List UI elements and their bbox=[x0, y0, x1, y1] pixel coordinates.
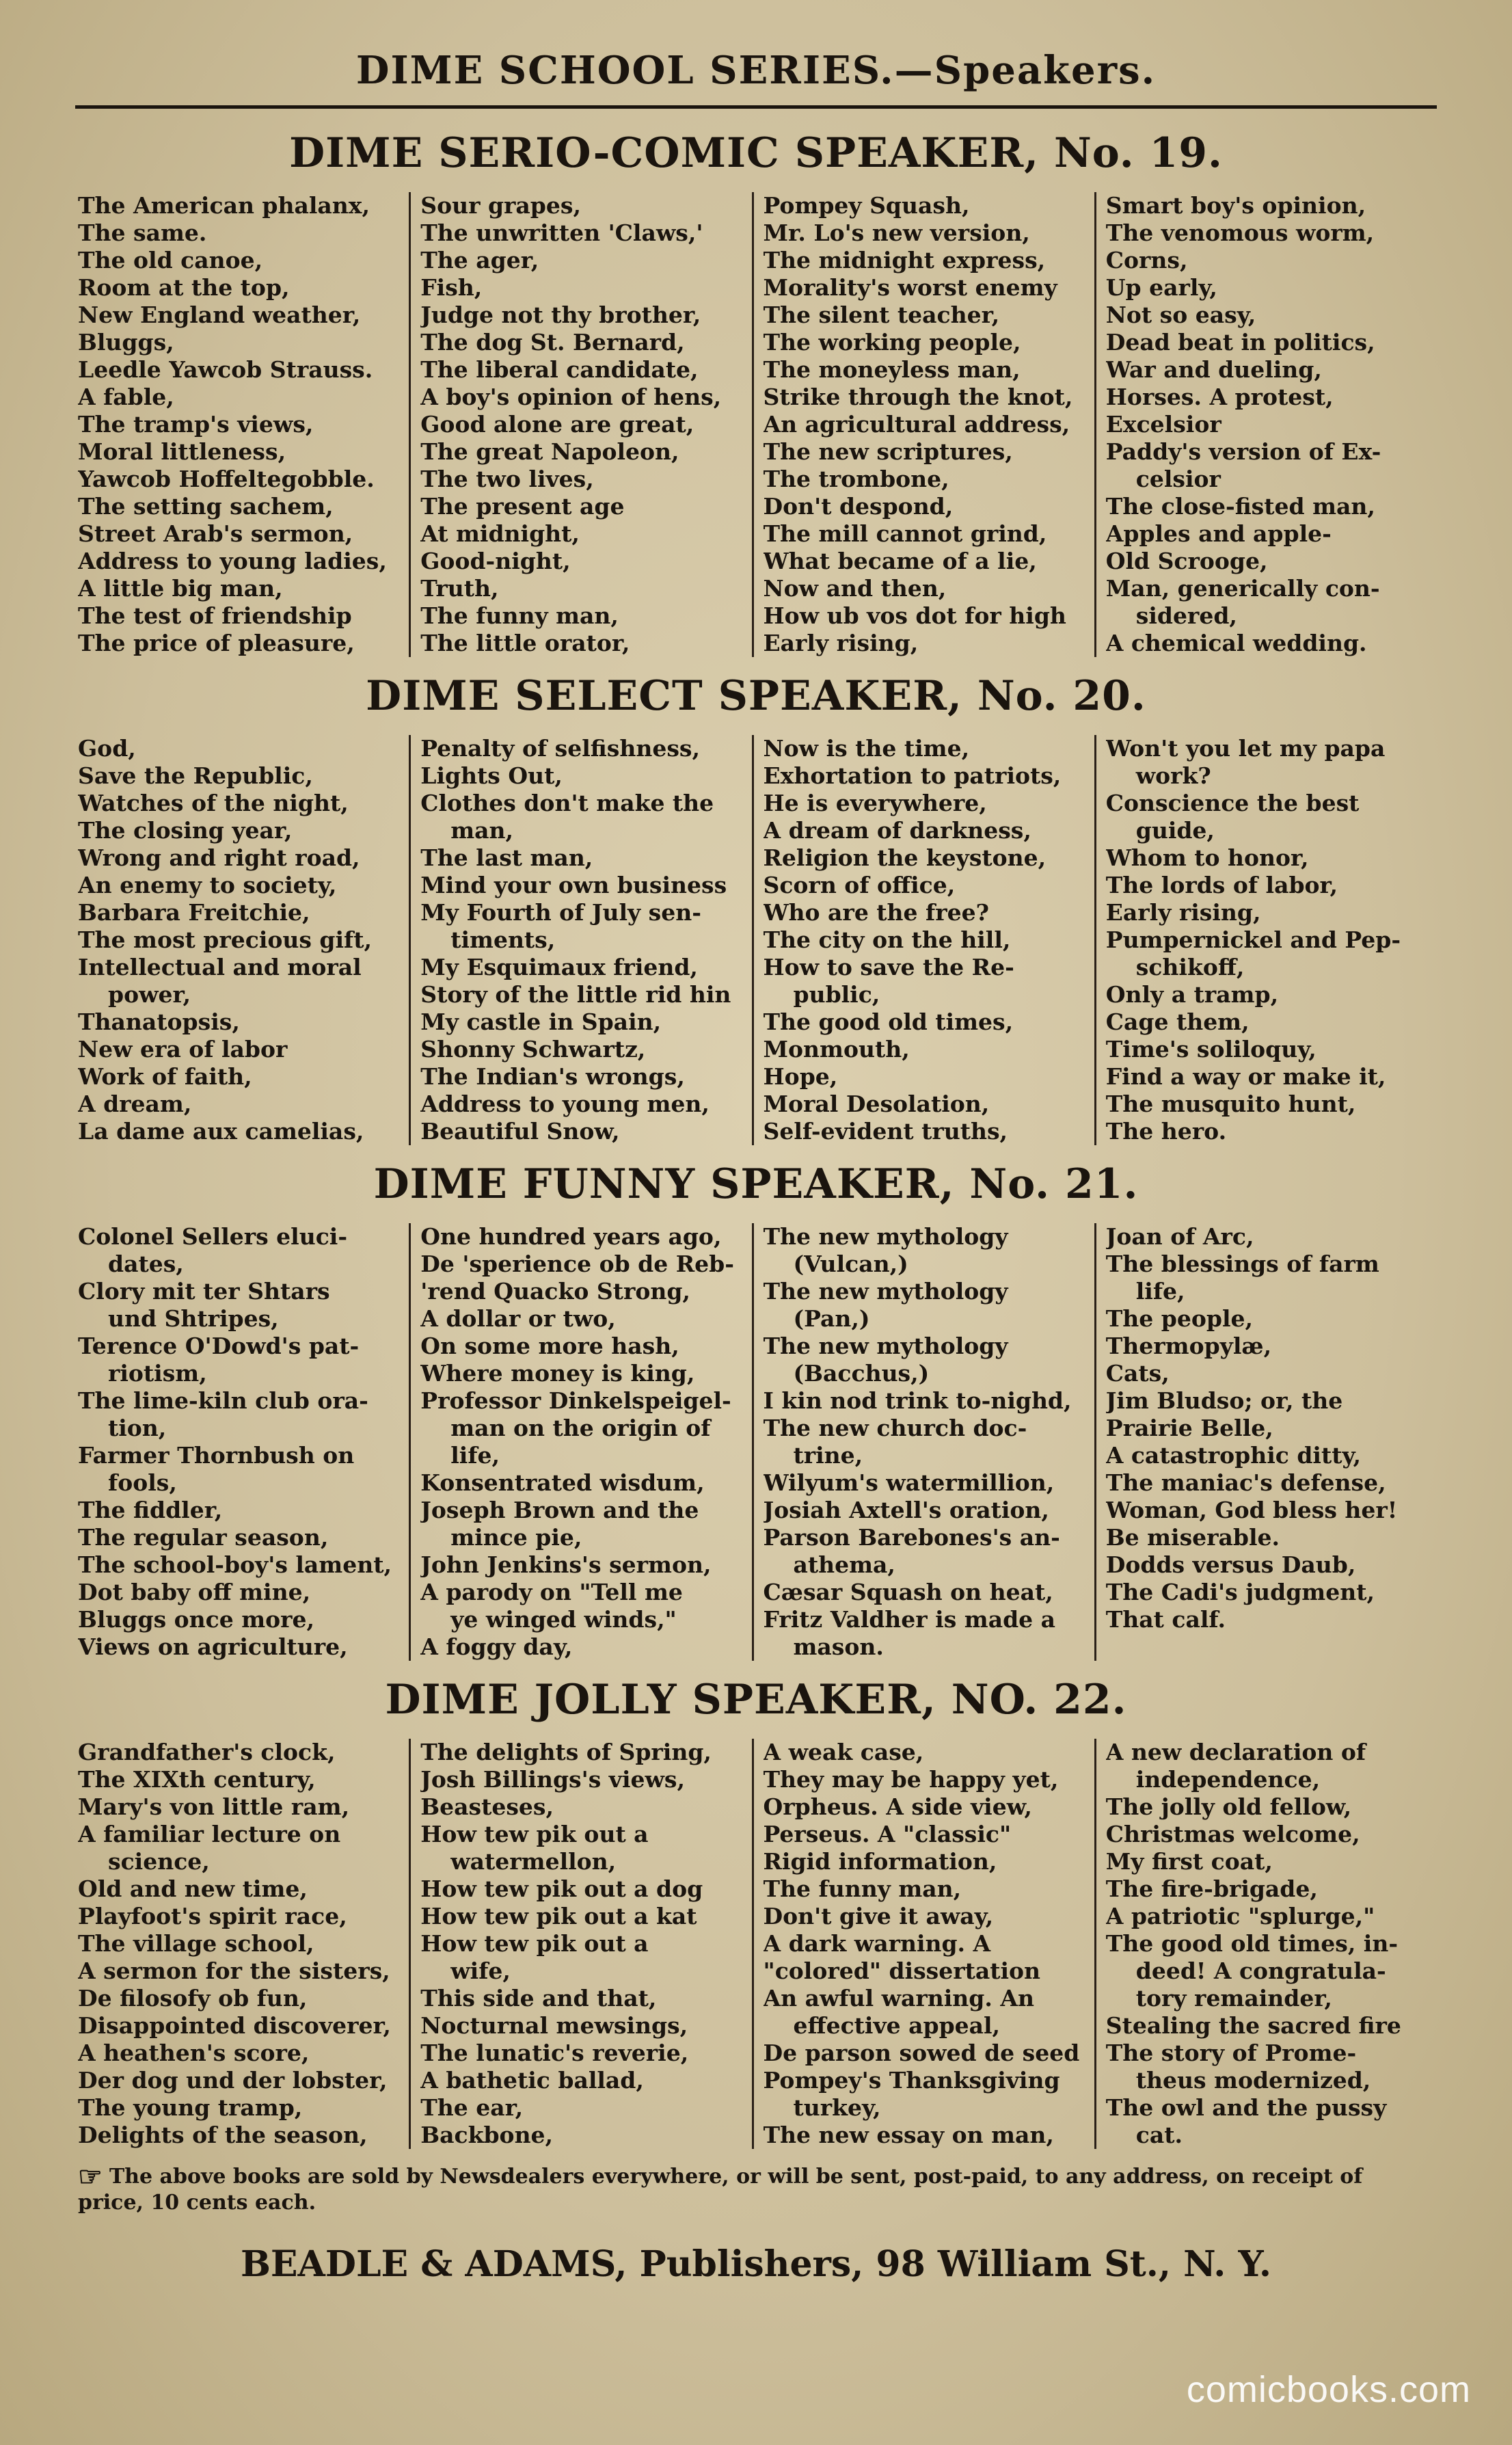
list-item: The Indian's wrongs, bbox=[420, 1063, 685, 1090]
list-item: Early rising, bbox=[763, 630, 919, 656]
list-item: The funny man, bbox=[420, 602, 619, 629]
list-item: Backbone, bbox=[420, 2122, 554, 2148]
list-item: Where money is king, bbox=[420, 1360, 695, 1387]
list-item: New England weather, bbox=[78, 302, 361, 328]
list-item: An agricultural address, bbox=[763, 411, 1070, 438]
list-item: effective appeal, bbox=[793, 2012, 1001, 2039]
list-item: Dodds versus Daub, bbox=[1105, 1551, 1356, 1578]
list-item: The unwritten 'Claws,' bbox=[420, 219, 703, 246]
pointing-hand-icon: ☞ bbox=[78, 2161, 103, 2193]
list-item: schikoff, bbox=[1135, 954, 1245, 980]
list-item: The two lives, bbox=[420, 466, 594, 492]
list-item: Be miserable. bbox=[1105, 1524, 1280, 1551]
list-item: The moneyless man, bbox=[763, 356, 1021, 383]
list-item: riotism, bbox=[108, 1360, 207, 1387]
list-item: Josh Billings's views, bbox=[420, 1766, 685, 1793]
list-item: The dog St. Bernard, bbox=[420, 329, 685, 356]
list-item: Intellectual and moral bbox=[78, 954, 362, 980]
list-item: Whom to honor, bbox=[1105, 844, 1309, 871]
column bbox=[75, 1223, 409, 1661]
list-item: guide, bbox=[1135, 817, 1215, 844]
list-item: Horses. A protest, bbox=[1105, 384, 1334, 410]
list-item: tion, bbox=[108, 1415, 167, 1441]
list-item: De filosofy ob fun, bbox=[78, 1985, 308, 2012]
list-item: The new mythology bbox=[763, 1223, 1008, 1250]
list-item: celsior bbox=[1135, 466, 1221, 492]
list-item: mince pie, bbox=[450, 1524, 582, 1551]
list-item: Don't give it away, bbox=[763, 1903, 994, 1929]
section-columns bbox=[75, 192, 1437, 657]
list-item: fools, bbox=[108, 1469, 177, 1496]
list-item: Thermopylæ, bbox=[1105, 1333, 1272, 1359]
list-item: Street Arab's sermon, bbox=[78, 520, 353, 547]
list-item: The owl and the pussy bbox=[1105, 2094, 1387, 2121]
list-item: The new church doc- bbox=[763, 1415, 1027, 1441]
list-item: What became of a lie, bbox=[763, 548, 1037, 574]
list-item: The ager, bbox=[420, 247, 539, 273]
list-item: De 'sperience ob de Reb- bbox=[420, 1251, 734, 1277]
list-item: mason. bbox=[793, 1633, 884, 1660]
column bbox=[752, 1223, 1094, 1661]
list-item: Konsentrated wisdum, bbox=[420, 1469, 705, 1496]
list-item: Clory mit ter Shtars bbox=[78, 1278, 330, 1305]
list-item: The good old times, bbox=[763, 1008, 1014, 1035]
list-item: Terence O'Dowd's pat- bbox=[78, 1333, 360, 1359]
list-item: The school-boy's lament, bbox=[78, 1551, 392, 1578]
list-item: (Vulcan,) bbox=[793, 1251, 908, 1277]
list-item: timents, bbox=[450, 926, 556, 953]
list-item: A parody on "Tell me bbox=[420, 1579, 683, 1605]
list-item: trine, bbox=[793, 1442, 863, 1469]
list-item: power, bbox=[108, 981, 191, 1008]
list-item: Now and then, bbox=[763, 575, 947, 602]
column bbox=[752, 192, 1094, 657]
list-item: The liberal candidate, bbox=[420, 356, 699, 383]
list-item: Now is the time, bbox=[763, 735, 970, 762]
list-item: Old Scrooge, bbox=[1105, 548, 1268, 574]
list-item: Colonel Sellers eluci- bbox=[78, 1223, 348, 1250]
list-item: Josiah Axtell's oration, bbox=[763, 1497, 1049, 1523]
list-item: 'rend Quacko Strong, bbox=[420, 1278, 690, 1305]
list-item: Work of faith, bbox=[78, 1063, 252, 1090]
list-item: A heathen's score, bbox=[78, 2040, 310, 2066]
list-item: My castle in Spain, bbox=[420, 1008, 662, 1035]
list-item: How to save the Re- bbox=[763, 954, 1014, 980]
list-item: A dream, bbox=[78, 1091, 192, 1117]
column bbox=[752, 735, 1094, 1145]
list-item: The regular season, bbox=[78, 1524, 329, 1551]
list-item: He is everywhere, bbox=[763, 790, 987, 816]
list-item: Conscience the best bbox=[1105, 790, 1360, 816]
list-item: Monmouth, bbox=[763, 1036, 910, 1063]
list-item: Beautiful Snow, bbox=[420, 1118, 620, 1145]
list-item: Prairie Belle, bbox=[1105, 1415, 1273, 1441]
section-title: DIME FUNNY SPEAKER, No. 21. bbox=[373, 1160, 1139, 1208]
list-item: Up early, bbox=[1105, 274, 1217, 301]
list-item: How tew pik out a bbox=[420, 1930, 649, 1957]
column bbox=[1094, 1223, 1437, 1661]
list-item: (Bacchus,) bbox=[793, 1360, 930, 1387]
list-item: How ub vos dot for high bbox=[763, 602, 1066, 629]
list-item: Yawcob Hoffeltegobble. bbox=[78, 466, 375, 492]
column bbox=[409, 192, 751, 657]
footer-note bbox=[75, 2161, 1437, 2216]
list-item: Wrong and right road, bbox=[78, 844, 360, 871]
list-item: Not so easy, bbox=[1105, 302, 1256, 328]
list-item: The new mythology bbox=[763, 1278, 1008, 1305]
list-item: Self-evident truths, bbox=[763, 1118, 1008, 1145]
list-item: independence, bbox=[1135, 1766, 1321, 1793]
list-item: Address to young men, bbox=[420, 1091, 710, 1117]
list-item: cat. bbox=[1135, 2122, 1183, 2148]
list-item: Strike through the knot, bbox=[763, 384, 1073, 410]
series-header: DIME SCHOOL SERIES.—Speakers. bbox=[75, 48, 1437, 109]
list-item: On some more hash, bbox=[420, 1333, 679, 1359]
list-item: Good alone are great, bbox=[420, 411, 694, 438]
column bbox=[409, 1739, 751, 2149]
list-item: A boy's opinion of hens, bbox=[420, 384, 722, 410]
list-item: New era of labor bbox=[78, 1036, 288, 1063]
list-item: Apples and apple- bbox=[1105, 520, 1332, 547]
speaker-section bbox=[75, 1676, 1437, 2149]
list-item: Won't you let my papa bbox=[1105, 735, 1386, 762]
list-item: De parson sowed de seed bbox=[763, 2040, 1080, 2066]
list-item: A dollar or two, bbox=[420, 1305, 616, 1332]
list-item: War and dueling, bbox=[1105, 356, 1322, 383]
section-columns bbox=[75, 1223, 1437, 1661]
list-item: und Shtripes, bbox=[108, 1305, 279, 1332]
watermark: comicbooks.com bbox=[1186, 2369, 1471, 2410]
column bbox=[75, 192, 409, 657]
list-item: Exhortation to patriots, bbox=[763, 762, 1062, 789]
list-item: The Cadi's judgment, bbox=[1105, 1579, 1375, 1605]
list-item: One hundred years ago, bbox=[420, 1223, 722, 1250]
column bbox=[409, 1223, 751, 1661]
list-item: John Jenkins's sermon, bbox=[420, 1551, 712, 1578]
list-item: A patriotic "splurge," bbox=[1105, 1903, 1375, 1929]
list-item: Who are the free? bbox=[763, 899, 989, 926]
footer-note-text: The above books are sold by Newsdealers everywhere, or will be sent, post-paid, to any address, on receipt of price, 10 cents each. bbox=[78, 2165, 1363, 2215]
list-item: Early rising, bbox=[1105, 899, 1261, 926]
list-item: man, bbox=[450, 817, 514, 844]
list-item: The good old times, in- bbox=[1105, 1930, 1399, 1957]
column bbox=[75, 735, 409, 1145]
list-item: My Esquimaux friend, bbox=[420, 954, 698, 980]
list-item: The price of pleasure, bbox=[78, 630, 355, 656]
list-item: The village school, bbox=[78, 1930, 314, 1957]
list-item: How tew pik out a kat bbox=[420, 1903, 697, 1929]
list-item: Save the Republic, bbox=[78, 762, 313, 789]
list-item: Der dog und der lobster, bbox=[78, 2067, 388, 2094]
list-item: A catastrophic ditty, bbox=[1105, 1442, 1361, 1469]
list-item: The mill cannot grind, bbox=[763, 520, 1047, 547]
list-item: How tew pik out a bbox=[420, 1821, 649, 1847]
list-item: The most precious gift, bbox=[78, 926, 372, 953]
list-item: Moral littleness, bbox=[78, 438, 286, 465]
list-item: Pompey Squash, bbox=[763, 192, 970, 219]
list-item: The new essay on man, bbox=[763, 2122, 1054, 2148]
list-item: Christmas welcome, bbox=[1105, 1821, 1360, 1847]
list-item: The old canoe, bbox=[78, 247, 263, 273]
list-item: Lights Out, bbox=[420, 762, 563, 789]
sections-container bbox=[75, 129, 1437, 2149]
list-item: Thanatopsis, bbox=[78, 1008, 240, 1035]
list-item: God, bbox=[78, 735, 136, 762]
list-item: Perseus. A "classic" bbox=[763, 1821, 1012, 1847]
list-item: wife, bbox=[450, 1958, 511, 1984]
column bbox=[75, 1739, 409, 2149]
list-item: Shonny Schwartz, bbox=[420, 1036, 646, 1063]
section-columns bbox=[75, 1739, 1437, 2149]
list-item: The lords of labor, bbox=[1105, 872, 1338, 898]
list-item: Pompey's Thanksgiving bbox=[763, 2067, 1060, 2094]
list-item: Morality's worst enemy bbox=[763, 274, 1057, 301]
list-item: Find a way or make it, bbox=[1105, 1063, 1386, 1090]
list-item: Disappointed discoverer, bbox=[78, 2012, 391, 2039]
list-item: Woman, God bless her! bbox=[1105, 1497, 1398, 1523]
list-item: Mind your own business bbox=[420, 872, 727, 898]
list-item: The lunatic's reverie, bbox=[420, 2040, 689, 2066]
list-item: Excelsior bbox=[1105, 411, 1221, 438]
list-item: Corns, bbox=[1105, 247, 1188, 273]
list-item: A foggy day, bbox=[420, 1633, 573, 1660]
column bbox=[409, 735, 751, 1145]
list-item: Dot baby off mine, bbox=[78, 1579, 311, 1605]
list-item: This side and that, bbox=[420, 1985, 657, 2012]
list-item: Fritz Valdher is made a bbox=[763, 1606, 1056, 1633]
list-item: theus modernized, bbox=[1135, 2067, 1371, 2094]
list-item: The little orator, bbox=[420, 630, 630, 656]
list-item: science, bbox=[108, 1848, 210, 1875]
list-item: The last man, bbox=[420, 844, 593, 871]
list-item: Man, generically con- bbox=[1105, 575, 1380, 602]
list-item: Bluggs, bbox=[78, 329, 174, 356]
list-item: I kin nod trink to-nighd, bbox=[763, 1387, 1072, 1414]
list-item: Room at the top, bbox=[78, 274, 290, 301]
list-item: The working people, bbox=[763, 329, 1021, 356]
list-item: The musquito hunt, bbox=[1105, 1091, 1356, 1117]
list-item: Scorn of office, bbox=[763, 872, 956, 898]
list-item: Sour grapes, bbox=[420, 192, 581, 219]
list-item: Professor Dinkelspeigel- bbox=[420, 1387, 731, 1414]
list-item: The story of Prome- bbox=[1105, 2040, 1357, 2066]
list-item: The venomous worm, bbox=[1105, 219, 1375, 246]
list-item: A familiar lecture on bbox=[78, 1821, 341, 1847]
list-item: That calf. bbox=[1105, 1606, 1226, 1633]
list-item: Bluggs once more, bbox=[78, 1606, 315, 1633]
list-item: Orpheus. A side view, bbox=[763, 1793, 1032, 1820]
list-item: A sermon for the sisters, bbox=[78, 1958, 390, 1984]
list-item: The great Napoleon, bbox=[420, 438, 679, 465]
list-item: tory remainder, bbox=[1135, 1985, 1332, 2012]
list-item: Truth, bbox=[420, 575, 499, 602]
section-title: DIME SELECT SPEAKER, No. 20. bbox=[366, 672, 1146, 720]
list-item: The new mythology bbox=[763, 1333, 1008, 1359]
list-item: Smart boy's opinion, bbox=[1105, 192, 1366, 219]
list-item: Nocturnal mewsings, bbox=[420, 2012, 688, 2039]
list-item: deed! A congratula- bbox=[1135, 1958, 1386, 1984]
list-item: Don't despond, bbox=[763, 493, 954, 520]
list-item: The test of friendship bbox=[78, 602, 352, 629]
list-item: Wilyum's watermillion, bbox=[763, 1469, 1055, 1496]
list-item: My Fourth of July sen- bbox=[420, 899, 701, 926]
list-item: athema, bbox=[793, 1551, 895, 1578]
list-item: Story of the little rid hin bbox=[420, 981, 731, 1008]
list-item: Joseph Brown and the bbox=[420, 1497, 699, 1523]
list-item: How tew pik out a dog bbox=[420, 1875, 703, 1902]
list-item: Barbara Freitchie, bbox=[78, 899, 310, 926]
section-title: DIME JOLLY SPEAKER, NO. 22. bbox=[385, 1676, 1127, 1724]
list-item: A chemical wedding. bbox=[1105, 630, 1367, 656]
list-item: An enemy to society, bbox=[78, 872, 337, 898]
speaker-section bbox=[75, 129, 1437, 657]
list-item: A weak case, bbox=[763, 1739, 924, 1765]
list-item: Address to young ladies, bbox=[78, 548, 387, 574]
list-item: life, bbox=[1135, 1278, 1185, 1305]
list-item: "colored" dissertation bbox=[763, 1958, 1041, 1984]
section-title: DIME SERIO-COMIC SPEAKER, No. 19. bbox=[289, 129, 1223, 177]
list-item: The new scriptures, bbox=[763, 438, 1013, 465]
list-item: (Pan,) bbox=[793, 1305, 870, 1332]
list-item: La dame aux camelias, bbox=[78, 1118, 364, 1145]
list-item: Paddy's version of Ex- bbox=[1105, 438, 1381, 465]
list-item: The closing year, bbox=[78, 817, 293, 844]
list-item: Time's soliloquy, bbox=[1105, 1036, 1317, 1063]
list-item: The fire-brigade, bbox=[1105, 1875, 1318, 1902]
list-item: The lime-kiln club ora- bbox=[78, 1387, 368, 1414]
list-item: Mr. Lo's new version, bbox=[763, 219, 1030, 246]
list-item: Parson Barebones's an- bbox=[763, 1524, 1060, 1551]
list-item: turkey, bbox=[793, 2094, 881, 2121]
list-item: Grandfather's clock, bbox=[78, 1739, 336, 1765]
list-item: Delights of the season, bbox=[78, 2122, 368, 2148]
list-item: They may be happy yet, bbox=[763, 1766, 1059, 1793]
list-item: My first coat, bbox=[1105, 1848, 1273, 1875]
list-item: Old and new time, bbox=[78, 1875, 308, 1902]
list-item: sidered, bbox=[1135, 602, 1237, 629]
column bbox=[1094, 735, 1437, 1145]
list-item: The ear, bbox=[420, 2094, 524, 2121]
list-item: The city on the hill, bbox=[763, 926, 1011, 953]
list-item: Cage them, bbox=[1105, 1008, 1250, 1035]
list-item: Only a tramp, bbox=[1105, 981, 1279, 1008]
list-item: Stealing the sacred fire bbox=[1105, 2012, 1401, 2039]
list-item: Penalty of selfishness, bbox=[420, 735, 700, 762]
list-item: Views on agriculture, bbox=[78, 1633, 348, 1660]
list-item: Fish, bbox=[420, 274, 483, 301]
list-item: Watches of the night, bbox=[78, 790, 349, 816]
list-item: A dream of darkness, bbox=[763, 817, 1031, 844]
list-item: The same. bbox=[78, 219, 207, 246]
list-item: The delights of Spring, bbox=[420, 1739, 712, 1765]
list-item: A dark warning. A bbox=[763, 1930, 991, 1957]
list-item: The XIXth century, bbox=[78, 1766, 316, 1793]
list-item: public, bbox=[793, 981, 880, 1008]
list-item: Good-night, bbox=[420, 548, 571, 574]
list-item: An awful warning. An bbox=[763, 1985, 1034, 2012]
list-item: The blessings of farm bbox=[1105, 1251, 1379, 1277]
list-item: Beasteses, bbox=[420, 1793, 554, 1820]
list-item: dates, bbox=[108, 1251, 184, 1277]
list-item: watermellon, bbox=[450, 1848, 617, 1875]
list-item: man on the origin of bbox=[450, 1415, 711, 1441]
list-item: The midnight express, bbox=[763, 247, 1046, 273]
list-item: work? bbox=[1135, 762, 1211, 789]
list-item: The close-fisted man, bbox=[1105, 493, 1375, 520]
column bbox=[1094, 192, 1437, 657]
list-item: life, bbox=[450, 1442, 500, 1469]
list-item: Cæsar Squash on heat, bbox=[763, 1579, 1053, 1605]
list-item: Leedle Yawcob Strauss. bbox=[78, 356, 373, 383]
column bbox=[1094, 1739, 1437, 2149]
list-item: Rigid information, bbox=[763, 1848, 997, 1875]
list-item: A new declaration of bbox=[1105, 1739, 1366, 1765]
speaker-section bbox=[75, 1160, 1437, 1661]
list-item: A little big man, bbox=[78, 575, 283, 602]
list-item: The present age bbox=[420, 493, 625, 520]
list-item: The trombone, bbox=[763, 466, 949, 492]
list-item: ye winged winds," bbox=[450, 1606, 677, 1633]
list-item: Pumpernickel and Pep- bbox=[1105, 926, 1401, 953]
publisher-line: BEADLE & ADAMS, Publishers, 98 William St., N. Y. bbox=[240, 2243, 1272, 2285]
list-item: The hero. bbox=[1105, 1118, 1227, 1145]
list-item: The people, bbox=[1105, 1305, 1253, 1332]
list-item: The funny man, bbox=[763, 1875, 962, 1902]
list-item: Hope, bbox=[763, 1063, 838, 1090]
list-item: Mary's von little ram, bbox=[78, 1793, 350, 1820]
list-item: A fable, bbox=[78, 384, 174, 410]
list-item: Religion the keystone, bbox=[763, 844, 1047, 871]
speaker-section bbox=[75, 672, 1437, 1145]
list-item: At midnight, bbox=[420, 520, 580, 547]
list-item: The jolly old fellow, bbox=[1105, 1793, 1352, 1820]
list-item: Farmer Thornbush on bbox=[78, 1442, 355, 1469]
list-item: Cats, bbox=[1105, 1360, 1170, 1387]
list-item: Judge not thy brother, bbox=[420, 302, 701, 328]
list-item: The young tramp, bbox=[78, 2094, 303, 2121]
list-item: Clothes don't make the bbox=[420, 790, 714, 816]
list-item: Playfoot's spirit race, bbox=[78, 1903, 347, 1929]
list-item: Jim Bludso; or, the bbox=[1105, 1387, 1343, 1414]
list-item: The setting sachem, bbox=[78, 493, 334, 520]
list-item: The American phalanx, bbox=[78, 192, 370, 219]
list-item: Joan of Arc, bbox=[1105, 1223, 1254, 1250]
column bbox=[752, 1739, 1094, 2149]
section-columns bbox=[75, 735, 1437, 1145]
list-item: The maniac's defense, bbox=[1105, 1469, 1386, 1496]
list-item: The tramp's views, bbox=[78, 411, 314, 438]
list-item: Dead beat in politics, bbox=[1105, 329, 1375, 356]
list-item: The silent teacher, bbox=[763, 302, 1000, 328]
list-item: A bathetic ballad, bbox=[420, 2067, 644, 2094]
list-item: Moral Desolation, bbox=[763, 1091, 990, 1117]
list-item: The fiddler, bbox=[78, 1497, 223, 1523]
